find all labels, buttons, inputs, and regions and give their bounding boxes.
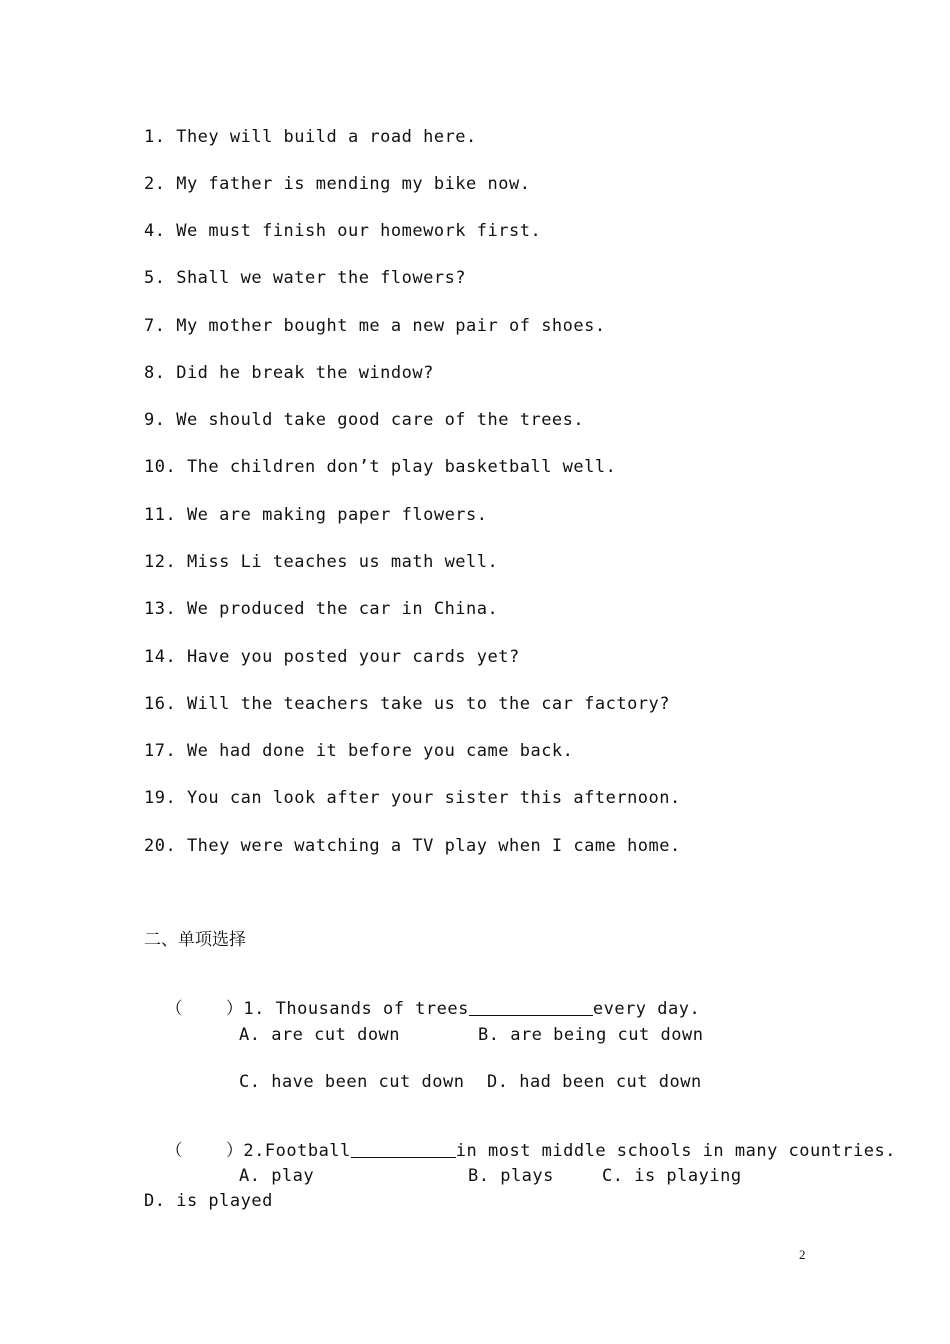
answer-blank[interactable] [469,999,593,1016]
question-1-suffix: every day. [592,999,701,1019]
sentence-7: 7. My mother bought me a new pair of shoes. [144,316,606,336]
q1-option-d: D. had been cut down [487,1072,702,1092]
sentence-5: 5. Shall we water the flowers? [144,268,467,288]
question-2-suffix: in most middle schools in many countries. [455,1141,896,1161]
question-2-stem: （ ）2.Football [165,1141,351,1161]
sentence-11: 11. We are making paper flowers. [144,505,488,525]
sentence-20: 20. They were watching a TV play when I came home. [144,836,681,856]
section-heading: 二、单项选择 [144,930,246,950]
q2-option-d: D. is played [144,1191,273,1211]
sentence-1: 1. They will build a road here. [144,127,477,147]
q2-option-a: A. play [239,1166,315,1186]
page-number: 2 [799,1247,806,1262]
sentence-16: 16. Will the teachers take us to the car factory? [144,694,671,714]
sentence-4: 4. We must finish our homework first. [144,221,542,241]
question-2 [144,1118,896,1162]
sentence-14: 14. Have you posted your cards yet? [144,647,520,667]
sentence-10: 10. The children don’t play basketball well. [144,457,617,477]
question-1-stem: （ ）1. Thousands of trees [165,999,469,1019]
q1-option-a: A. are cut down [239,1025,401,1045]
q1-option-c: C. have been cut down [239,1072,465,1092]
sentence-12: 12. Miss Li teaches us math well. [144,552,499,572]
q1-option-b: B. are being cut down [478,1025,704,1045]
q2-option-c: C. is playing [602,1166,742,1186]
question-1 [144,976,700,1020]
answer-blank[interactable] [351,1141,456,1158]
sentence-8: 8. Did he break the window? [144,363,434,383]
q2-option-b: B. plays [468,1166,554,1186]
sentence-19: 19. You can look after your sister this afternoon. [144,788,681,808]
sentence-17: 17. We had done it before you came back. [144,741,574,761]
sentence-13: 13. We produced the car in China. [144,599,499,619]
sentence-2: 2. My father is mending my bike now. [144,174,531,194]
sentence-9: 9. We should take good care of the trees. [144,410,585,430]
